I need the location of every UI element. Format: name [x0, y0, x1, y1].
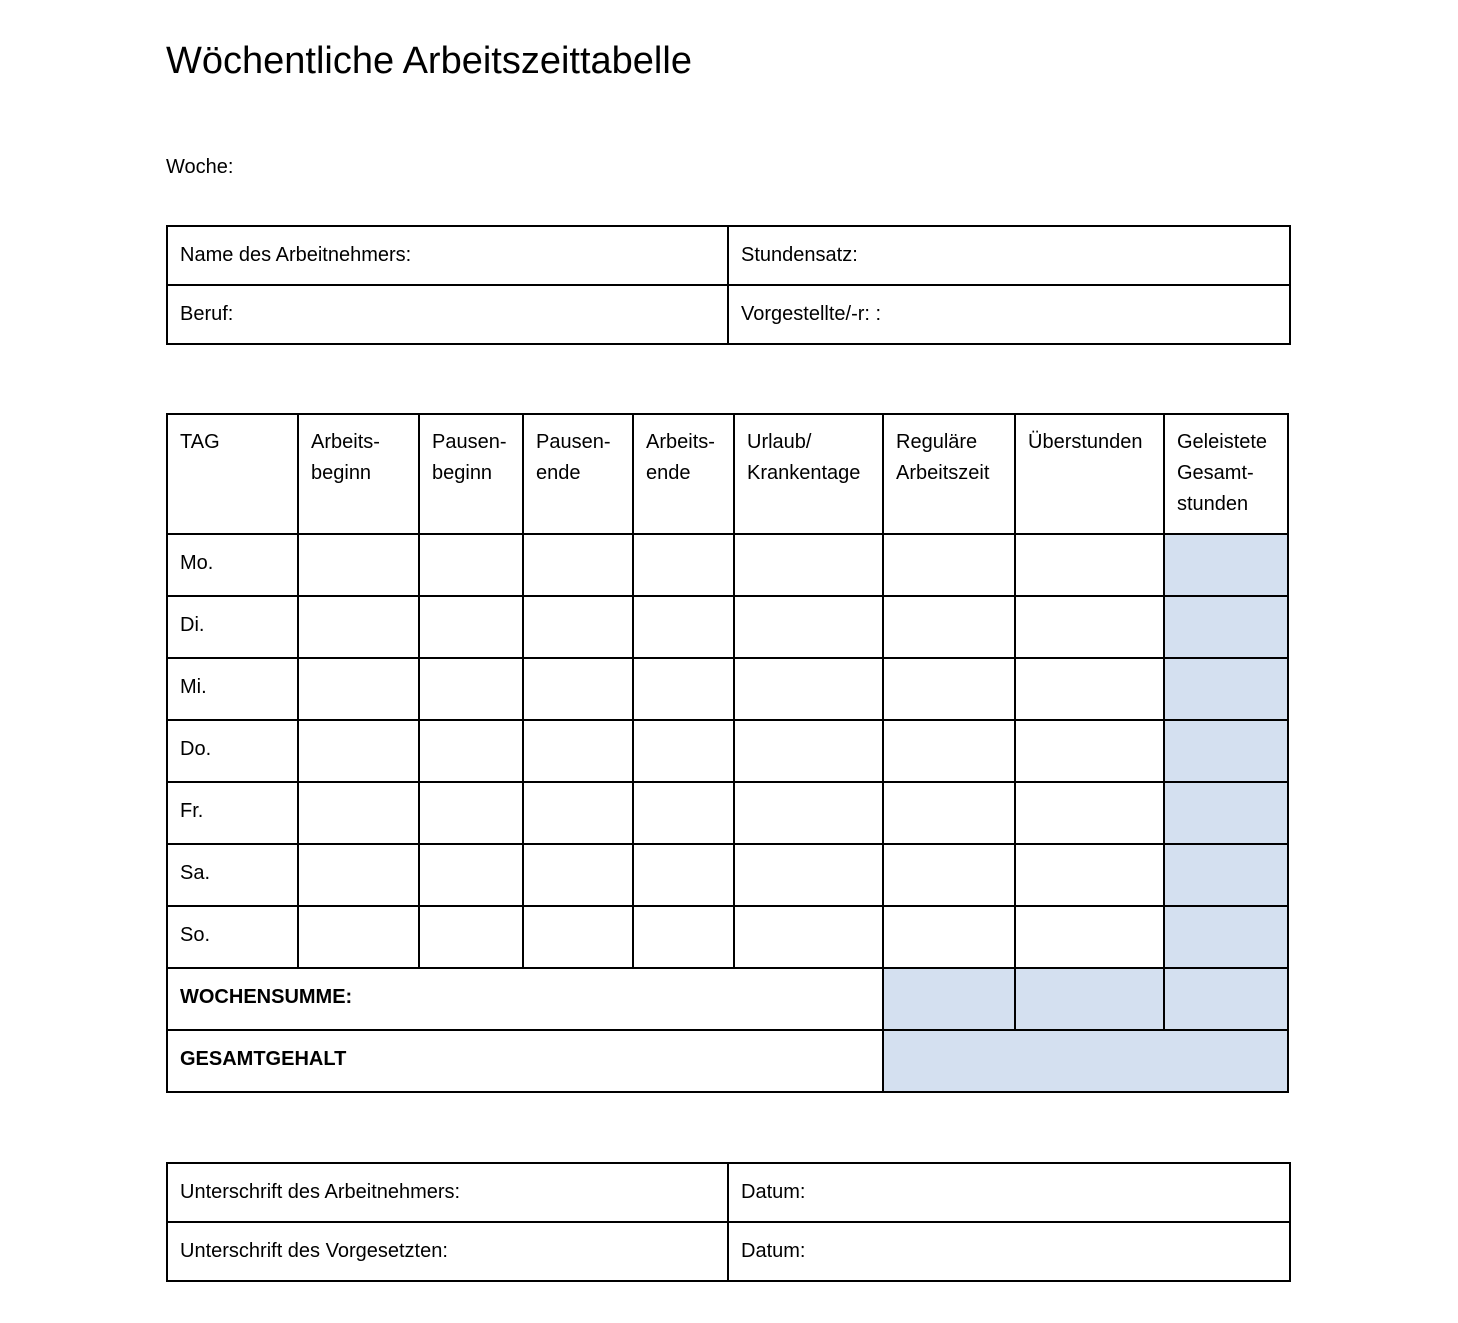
- column-header-line: Überstunden: [1028, 431, 1143, 453]
- table-row: [167, 1222, 1290, 1281]
- timesheet-table: [166, 413, 1289, 1093]
- total-hours-cell[interactable]: [1164, 906, 1288, 968]
- time-entry-cell[interactable]: [734, 844, 883, 906]
- total-hours-cell[interactable]: [1164, 844, 1288, 906]
- total-hours-cell[interactable]: [1164, 720, 1288, 782]
- time-entry-cell[interactable]: [419, 658, 523, 720]
- column-header-line: ende: [536, 462, 581, 484]
- header-row: [167, 414, 1288, 534]
- table-row: [167, 285, 1290, 344]
- time-entry-cell[interactable]: [734, 720, 883, 782]
- weekly-total-label: WOCHENSUMME:: [167, 968, 883, 1030]
- day-label: Mo.: [167, 534, 298, 596]
- time-entry-cell[interactable]: [1015, 906, 1164, 968]
- week-label: Woche:: [166, 156, 234, 178]
- column-header-line: [1028, 458, 1151, 489]
- time-entry-cell[interactable]: [883, 906, 1015, 968]
- total-salary-row: [167, 1030, 1288, 1092]
- total-salary-cell[interactable]: [883, 1030, 1288, 1092]
- time-entry-cell[interactable]: [1015, 658, 1164, 720]
- time-entry-cell[interactable]: [298, 844, 419, 906]
- time-entry-cell[interactable]: [633, 720, 734, 782]
- column-header: [1015, 414, 1164, 534]
- time-entry-cell[interactable]: [883, 782, 1015, 844]
- column-header-line: Reguläre: [896, 431, 978, 453]
- column-header: [1164, 414, 1288, 534]
- column-header-line: Geleistete: [1177, 431, 1268, 453]
- column-header-line: Arbeits-: [646, 431, 715, 453]
- table-row: [167, 226, 1290, 285]
- time-entry-cell[interactable]: [633, 782, 734, 844]
- time-entry-cell[interactable]: [298, 720, 419, 782]
- time-entry-cell[interactable]: [523, 720, 633, 782]
- time-entry-cell[interactable]: [883, 720, 1015, 782]
- day-label: Mi.: [167, 658, 298, 720]
- table-row: [167, 906, 1288, 968]
- time-entry-cell[interactable]: [419, 720, 523, 782]
- weekly-total-hours-cell[interactable]: [1164, 968, 1288, 1030]
- day-label: Di.: [167, 596, 298, 658]
- time-entry-cell[interactable]: [298, 534, 419, 596]
- column-header-line: stunden: [1177, 493, 1249, 515]
- time-entry-cell[interactable]: [523, 534, 633, 596]
- column-header-line: [747, 489, 870, 520]
- column-header-line: ende: [646, 462, 691, 484]
- day-label: Do.: [167, 720, 298, 782]
- time-entry-cell[interactable]: [419, 596, 523, 658]
- column-header-line: Pausen-: [432, 431, 507, 453]
- table-row: [167, 658, 1288, 720]
- time-entry-cell[interactable]: [633, 658, 734, 720]
- column-header-line: [311, 489, 406, 520]
- supervisor-signature-field[interactable]: Unterschrift des Vorgesetzten:: [167, 1222, 728, 1281]
- time-entry-cell[interactable]: [734, 906, 883, 968]
- column-header-line: Pausen-: [536, 431, 611, 453]
- hourly-rate-field[interactable]: Stundensatz:: [728, 226, 1290, 285]
- occupation-field[interactable]: Beruf:: [167, 285, 728, 344]
- column-header-line: [536, 489, 620, 520]
- total-hours-cell[interactable]: [1164, 534, 1288, 596]
- table-row: [167, 844, 1288, 906]
- time-entry-cell[interactable]: [298, 782, 419, 844]
- column-header: [523, 414, 633, 534]
- time-entry-cell[interactable]: [883, 844, 1015, 906]
- column-header-line: beginn: [432, 462, 493, 484]
- signature-table: [166, 1162, 1291, 1282]
- weekly-total-row: [167, 968, 1288, 1030]
- time-entry-cell[interactable]: [419, 534, 523, 596]
- day-label: So.: [167, 906, 298, 968]
- column-header-line: [180, 489, 285, 520]
- time-entry-cell[interactable]: [883, 658, 1015, 720]
- time-entry-cell[interactable]: [633, 534, 734, 596]
- column-header: [883, 414, 1015, 534]
- table-row: [167, 596, 1288, 658]
- time-entry-cell[interactable]: [1015, 782, 1164, 844]
- employee-date-field[interactable]: Datum:: [728, 1163, 1290, 1222]
- time-entry-cell[interactable]: [1015, 534, 1164, 596]
- time-entry-cell[interactable]: [1015, 844, 1164, 906]
- column-header-line: Arbeits-: [311, 431, 380, 453]
- time-entry-cell[interactable]: [523, 596, 633, 658]
- time-entry-cell[interactable]: [523, 782, 633, 844]
- time-entry-cell[interactable]: [734, 534, 883, 596]
- page-title: Wöchentliche Arbeitszeittabelle: [166, 40, 692, 82]
- time-entry-cell[interactable]: [1015, 596, 1164, 658]
- total-salary-label: GESAMTGEHALT: [167, 1030, 883, 1092]
- time-entry-cell[interactable]: [734, 782, 883, 844]
- table-row: [167, 720, 1288, 782]
- time-entry-cell[interactable]: [298, 906, 419, 968]
- weekly-regular-hours-cell[interactable]: [883, 968, 1015, 1030]
- time-entry-cell[interactable]: [883, 534, 1015, 596]
- time-entry-cell[interactable]: [523, 906, 633, 968]
- employee-name-field[interactable]: Name des Arbeitnehmers:: [167, 226, 728, 285]
- table-row: [167, 782, 1288, 844]
- time-entry-cell[interactable]: [298, 596, 419, 658]
- time-entry-cell[interactable]: [633, 596, 734, 658]
- time-entry-cell[interactable]: [419, 844, 523, 906]
- time-entry-cell[interactable]: [633, 906, 734, 968]
- column-header: [633, 414, 734, 534]
- column-header-line: [896, 489, 1002, 520]
- time-entry-cell[interactable]: [523, 844, 633, 906]
- table-row: [167, 1163, 1290, 1222]
- column-header: [167, 414, 298, 534]
- employee-signature-field[interactable]: Unterschrift des Arbeitnehmers:: [167, 1163, 728, 1222]
- total-hours-cell[interactable]: [1164, 596, 1288, 658]
- time-entry-cell[interactable]: [419, 906, 523, 968]
- time-entry-cell[interactable]: [298, 658, 419, 720]
- column-header-line: Krankentage: [747, 462, 861, 484]
- time-entry-cell[interactable]: [633, 844, 734, 906]
- total-hours-cell[interactable]: [1164, 782, 1288, 844]
- time-entry-cell[interactable]: [419, 782, 523, 844]
- column-header: [734, 414, 883, 534]
- column-header-line: [1028, 489, 1151, 520]
- time-entry-cell[interactable]: [883, 596, 1015, 658]
- time-entry-cell[interactable]: [523, 658, 633, 720]
- day-label: Fr.: [167, 782, 298, 844]
- employee-info-table: [166, 225, 1291, 345]
- day-label: Sa.: [167, 844, 298, 906]
- column-header-line: Gesamt-: [1177, 462, 1254, 484]
- supervisor-field[interactable]: Vorgestellte/-r: :: [728, 285, 1290, 344]
- column-header-line: beginn: [311, 462, 372, 484]
- column-header-line: TAG: [180, 431, 220, 453]
- column-header: [419, 414, 523, 534]
- column-header-line: [432, 489, 510, 520]
- supervisor-date-field[interactable]: Datum:: [728, 1222, 1290, 1281]
- column-header-line: [646, 489, 721, 520]
- total-hours-cell[interactable]: [1164, 658, 1288, 720]
- weekly-overtime-cell[interactable]: [1015, 968, 1164, 1030]
- column-header: [298, 414, 419, 534]
- table-row: [167, 534, 1288, 596]
- column-header-line: Urlaub/: [747, 431, 812, 453]
- column-header-line: Arbeitszeit: [896, 462, 990, 484]
- time-entry-cell[interactable]: [734, 596, 883, 658]
- time-entry-cell[interactable]: [1015, 720, 1164, 782]
- time-entry-cell[interactable]: [734, 658, 883, 720]
- column-header-line: [180, 458, 285, 489]
